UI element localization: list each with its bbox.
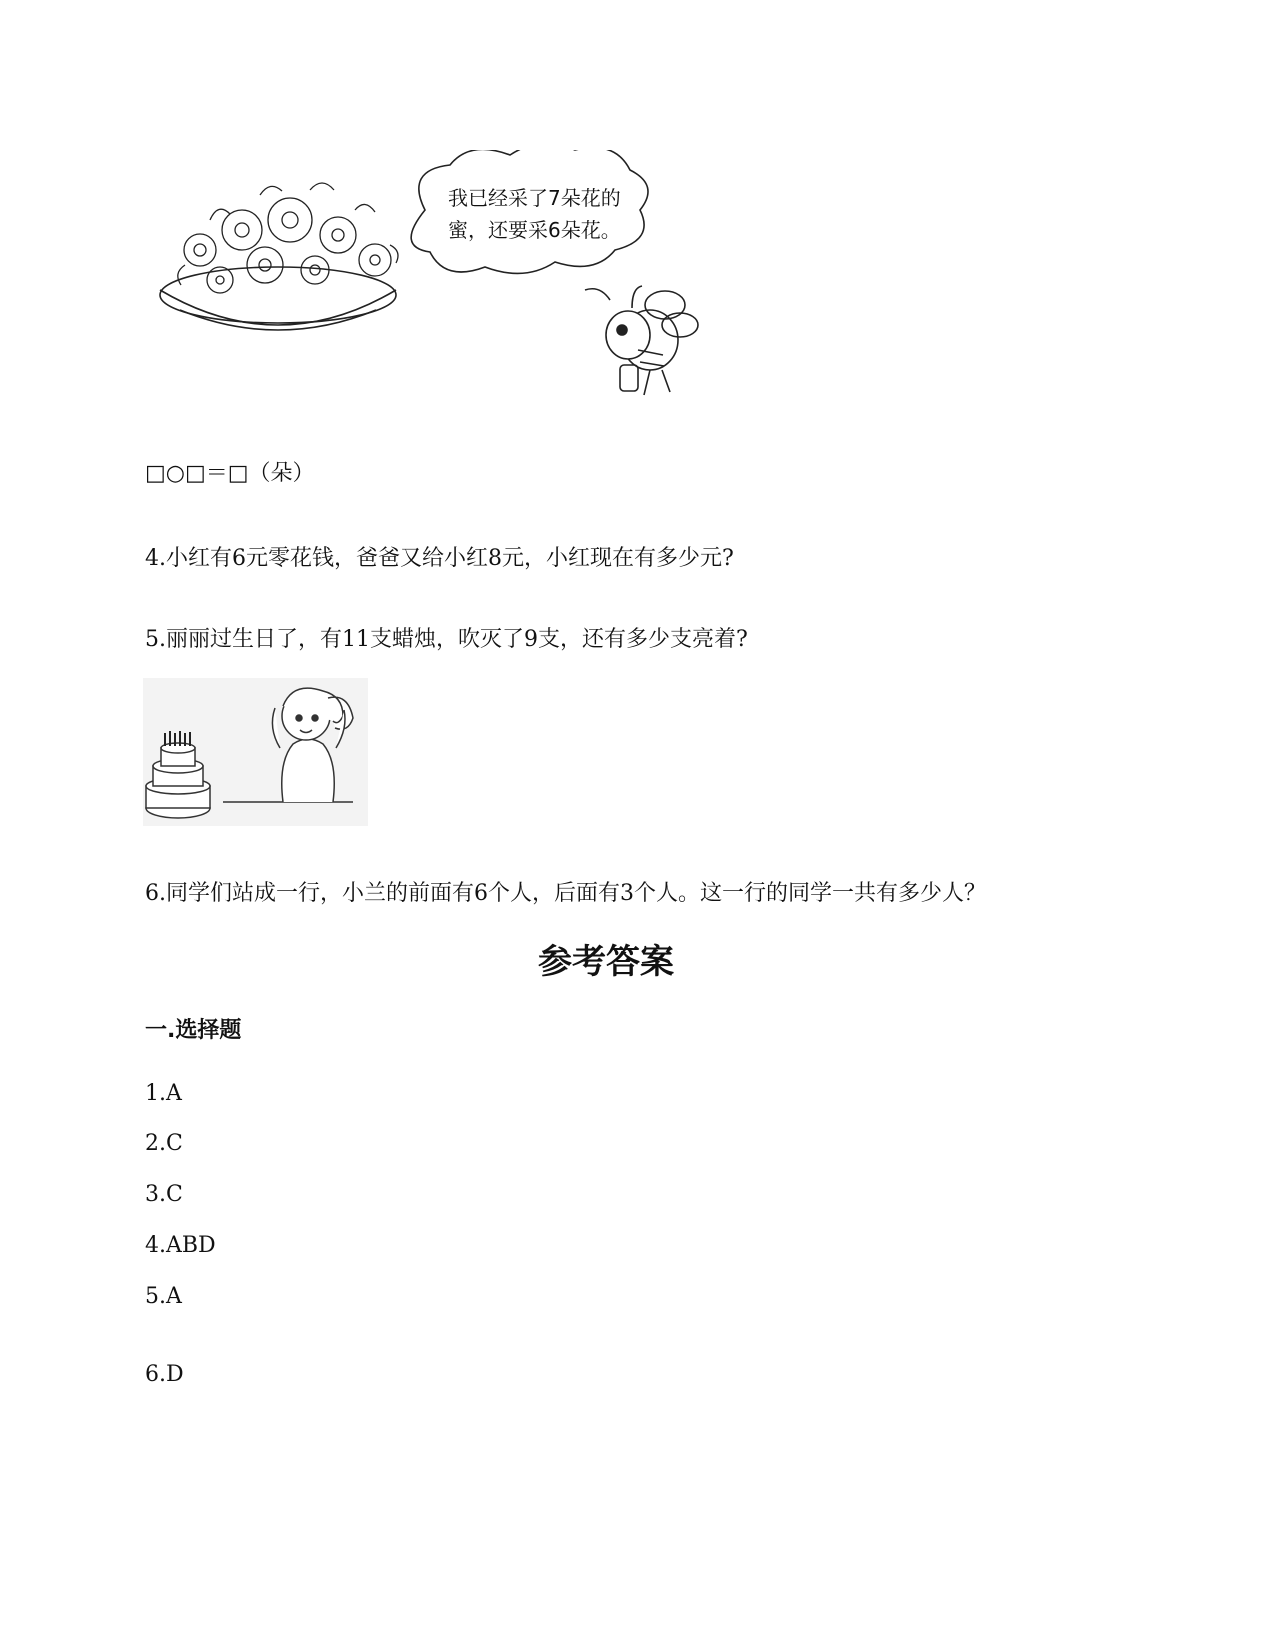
- answer-5: 5.A: [145, 1284, 182, 1309]
- answer-title: 参考答案: [538, 942, 674, 982]
- answer-3: 3.C: [145, 1182, 183, 1207]
- speech-line-2: 蜜，还要采6朵花。: [448, 218, 621, 242]
- section-title: 一.选择题: [145, 1018, 242, 1043]
- answer-6: 6.D: [145, 1362, 184, 1387]
- birthday-illustration: [143, 678, 368, 826]
- speech-cloud: [411, 150, 648, 273]
- flower-bee-illustration: [150, 150, 730, 420]
- question-5: 5.丽丽过生日了，有11支蜡烛，吹灭了9支，还有多少支亮着?: [145, 627, 748, 652]
- question-6: 6.同学们站成一行，小兰的前面有6个人，后面有3个人。这一行的同学一共有多少人？: [145, 881, 986, 906]
- speech-line-1: 我已经采了7朵花的: [448, 186, 621, 210]
- equation-blank: □○□＝□（朵）: [145, 461, 315, 486]
- flower-basket-image: [160, 183, 398, 330]
- answer-4: 4.ABD: [145, 1233, 216, 1258]
- question-4: 4.小红有6元零花钱，爸爸又给小红8元，小红现在有多少元?: [145, 546, 734, 571]
- answer-1: 1.A: [145, 1081, 182, 1106]
- bee-image: [585, 286, 698, 395]
- answer-2: 2.C: [145, 1131, 183, 1156]
